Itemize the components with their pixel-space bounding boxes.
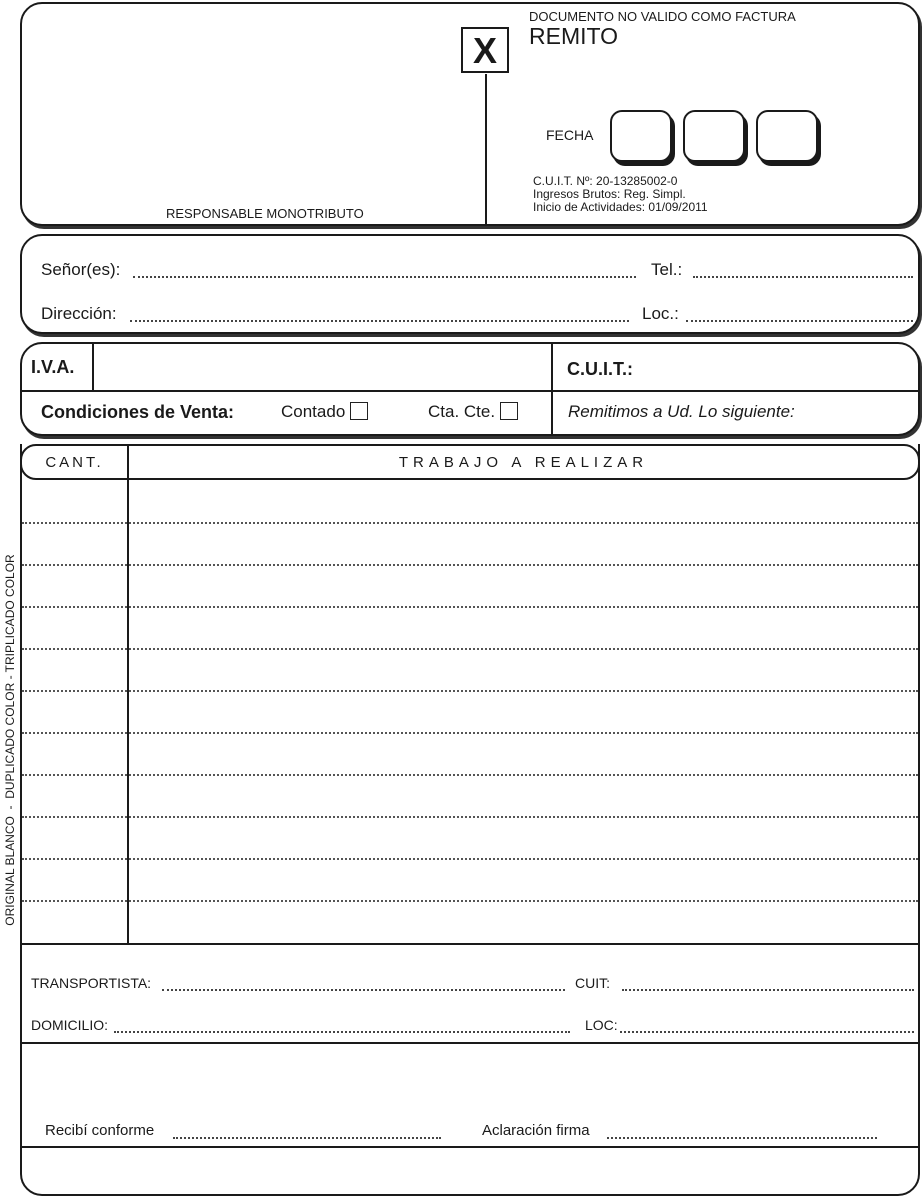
transport-cuit-label: CUIT: [575, 975, 610, 991]
item-row-7[interactable] [22, 774, 918, 776]
iva-label: I.V.A. [31, 357, 75, 377]
items-bottom-line [20, 943, 920, 945]
domicilio-label: DOMICILIO: [31, 1017, 109, 1033]
loc-field[interactable] [686, 320, 913, 322]
item-row-1[interactable] [22, 522, 918, 524]
contado-checkbox[interactable] [350, 402, 368, 420]
aclaracion-field[interactable] [607, 1137, 877, 1139]
cta-cte-checkbox[interactable] [500, 402, 518, 420]
letter-x: X [472, 30, 497, 71]
fecha-label: FECHA [546, 127, 594, 143]
direccion-field[interactable] [130, 320, 629, 322]
transport-loc-field[interactable] [620, 1031, 914, 1033]
loc-label: Loc.: [642, 304, 679, 323]
items-frame [20, 444, 920, 1044]
tel-label: Tel.: [651, 260, 683, 279]
cuit-line: C.U.I.T. Nº: 20-13285002-0 [533, 174, 678, 188]
tax-status: RESPONSABLE MONOTRIBUTO [166, 206, 364, 221]
transportista-field[interactable] [162, 989, 565, 991]
item-row-8[interactable] [22, 816, 918, 818]
remitimos-text: Remitimos a Ud. Lo siguiente: [568, 402, 795, 421]
signature-bottom-line [20, 1146, 920, 1148]
doc-type-title: REMITO [529, 23, 619, 49]
tax-divider [551, 342, 553, 436]
tax-cuit-label: C.U.I.T.: [567, 359, 633, 379]
transport-cuit-field[interactable] [622, 989, 914, 991]
cta-cte-label: Cta. Cte. [428, 402, 496, 421]
letter-box [461, 27, 509, 73]
item-row-4[interactable] [22, 648, 918, 650]
item-row-6[interactable] [22, 732, 918, 734]
col-trabajo-header: TRABAJO A REALIZAR [398, 454, 649, 471]
aclaracion-label: Aclaración firma [482, 1122, 590, 1139]
item-row-5[interactable] [22, 690, 918, 692]
cta-cte-option[interactable] [428, 402, 518, 422]
item-row-9[interactable] [22, 858, 918, 860]
doc-disclaimer: DOCUMENTO NO VALIDO COMO FACTURA [529, 9, 796, 24]
recibi-field[interactable] [173, 1137, 441, 1139]
transportista-label: TRANSPORTISTA: [31, 975, 152, 991]
senores-label: Señor(es): [41, 260, 121, 279]
contado-label: Contado [281, 402, 346, 421]
tel-field[interactable] [693, 276, 913, 278]
date-year-box[interactable] [756, 110, 818, 162]
direccion-label: Dirección: [41, 304, 117, 323]
header-divider [485, 74, 487, 226]
contado-option[interactable] [281, 402, 368, 422]
date-month-box[interactable] [683, 110, 745, 162]
signature-box [20, 1042, 920, 1196]
date-day-box[interactable] [610, 110, 672, 162]
iva-divider [92, 342, 94, 390]
tax-mid-line [20, 390, 920, 392]
col-cant-header: CANT. [45, 454, 104, 471]
inicio-line: Inicio de Actividades: 01/09/2011 [533, 200, 708, 214]
transport-loc-label: LOC: [585, 1017, 618, 1033]
domicilio-field[interactable] [114, 1031, 570, 1033]
client-box [20, 234, 920, 334]
cant-divider [127, 444, 129, 944]
copies-side-note: ORIGINAL BLANCO - DUPLICADO COLOR - TRIPLICADO COLOR [3, 554, 17, 926]
item-row-3[interactable] [22, 606, 918, 608]
condiciones-label: Condiciones de Venta: [41, 402, 235, 422]
senores-field[interactable] [133, 276, 636, 278]
ingresos-line: Ingresos Brutos: Reg. Simpl. [533, 187, 686, 201]
item-row-10[interactable] [22, 900, 918, 902]
recibi-label: Recibí conforme [45, 1122, 155, 1139]
item-row-2[interactable] [22, 564, 918, 566]
